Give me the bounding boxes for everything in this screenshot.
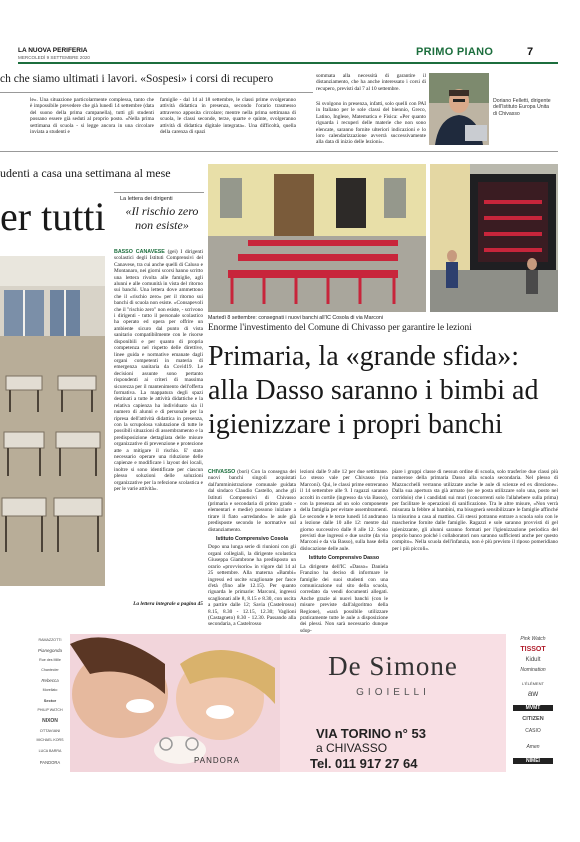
ad-right-logos <box>508 634 558 772</box>
letter-title: «Il rischio zero non esiste» <box>125 204 199 232</box>
top-story-column-b: famiglie - dal 14 al 18 settembre, le classi prime svolgeranno attività didattica in presenza, secondo l'orario trasmesso attraverso apposita circolare; mentre nella prima settimana di scuola, le classi seconde, terze, quarte e quinte, svolgeranno attività di didattica digitale integrata». Una difficoltà, quella della carenza di spazi <box>160 97 296 136</box>
main-story-text: Dopo una lunga serie di riunioni con gli organi collegiali, la dirigente scolastica Giuseppa Giambrone ha predisposto un orario «provvisorio» in vigore dal 14 al 25 settembre. Alla materna «Bambi» ingressi ed uscite scaglionate per fasce d'età (fino alle 12.15). Per quanto riguarda le primarie: Marconi, ingressi scaglionati alle 8, 8.15 e 8.30, con uscita a partire dalle 12; Savia (Castelrosso) 8.15, 8.30 - 12.15, 12.30; Vaglioni (Castagneto) 8.30 - 12.30. Passando alla secondaria, a Castelrosso <box>208 544 296 628</box>
logo: Kidult <box>525 657 541 663</box>
ad-subtitle: GIOIELLI <box>356 687 430 698</box>
portrait-photo <box>429 73 489 145</box>
logo: L'ÉLÉMENT <box>522 681 544 686</box>
main-story-kicker: Enorme l'investimento del Comune di Chivasso per garantire le lezioni <box>208 323 472 333</box>
header-rule <box>18 62 558 64</box>
desks-photo-caption: Martedì 8 settembre: consegnati i nuovi banchi all'IC Cosola di via Marconi <box>208 315 384 321</box>
pandora-logo: PANDORA <box>194 756 240 765</box>
main-story-place: CHIVASSO <box>208 469 236 475</box>
logo: PANDORA <box>39 760 61 765</box>
logo: TISSOT <box>520 646 546 653</box>
top-story-headline: ch che siamo ultimati i lavori. «Sospesi» i corsi di recupero <box>0 73 274 85</box>
logo: Pink Watch <box>520 636 546 642</box>
truck-photo <box>430 164 558 312</box>
desks-photo <box>208 164 426 312</box>
logo: Rue des Mille <box>39 658 61 662</box>
letter-kicker: La lettera dei dirigenti <box>120 196 173 202</box>
top-story-column-a: le». Una situazione particolarmente complessa, tanto che è impossibile prevedere che già lunedì 14 settembre (data del suono della prima campanella), tutti gli studenti possano essere già seduti al proprio posto. «Nella prima settimana di scuola - si legge ancora in una circolare inviata a studenti e <box>30 97 154 136</box>
logo: NIMEI <box>513 758 553 764</box>
left-story-kicker: udenti a casa una settimana al mese <box>0 166 171 180</box>
logo: LUCA BARRA <box>38 749 62 753</box>
page-number: 7 <box>527 46 534 58</box>
main-story-text: (bori) Con la consegna dei nuovi banchi singoli acquistati dall'amministrazione comunale guidata dal sindaco Claudio Castello, anche gli Istituti Comprensivi di Chivasso (primaria e secondaria di primo grado - elementari e medie) possono iniziare a tirare il fiato «arredando» le aule già predisposte secondo le normative sul distanziamento. <box>208 469 296 533</box>
letter-text: (gei) I dirigenti scolastici degli Istituti Comprensivi del Canavese, tra cui anche quelli di Caluso e Montanaro, nei giorni scorsi hanno scritto una lettera rivolta alle famiglie, agli alunni e alle comunità in vista del ritorno sui banchi. Una lettera dove ammettono che il «rischio zero» per il ritorno sui banchi di scuola non esiste. «Consapevoli che il "rischio zero" non esiste, - scrivono i dirigenti - tutto il personale scolastico ha operato ed opera per offrire un ambiente sicuro dal punto di vista sanitario compatibilmente con le risorse disponibili e per quanto di propria competenza nel rispetto delle direttive, linee guida e normative emanate dagli organi competenti in materia di emergenza sanitaria da Covid19. Le decisioni assunte sono pertanto rispondenti ai criteri di massima sicurezza per il mantenimento dell'offerta formativa. La mappatura degli spazi destinati a tutte le attività didattiche e la relativa capienza ha individuato sia il numero di alunni e di personale per la ripresa dell'attività didattica in presenza, con la scrupolosa valutazione di tutte le possibili situazioni di assembramento e la predisposizione dettagliata delle misure organizzative di prevenzione e protezione atte a mitigare il rischio. E' stato necessario operare una riduzione delle capienze e modificare i layout dei locali, inoltre si sono identificate per ciascun plesso soluzioni delle soluzioni organizzative per la refezione scolastica e per le varie attività». <box>114 249 203 493</box>
dateline: MERCOLEDÌ 9 SETTEMBRE 2020 <box>18 55 90 60</box>
ad-photo <box>70 634 280 772</box>
classroom-photo <box>0 256 105 586</box>
main-story-column-2 <box>300 469 388 634</box>
main-story-headline: Primaria, la «grande sfida»: alla Dasso saranno i bimbi ad igienizzare i propri banchi <box>208 341 539 440</box>
logo: RAMAZZOTTI <box>38 638 62 642</box>
main-story-column-3: piare i gruppi classe di nessun ordine di scuola, solo trasferire due classi più numerose della primaria Dasso alla scuola secondaria. Nel plesso di Mazzucchelli verranno utilizzate anche le aule di scienze ed ex direzione». Dalla sua apertura sta già armato (se ne posta utilizzare solo una, posto nel corridoio) che i candidati sui muri (concorrenti solo l'allahebere sulla prima) per facilitare le operazioni di sanificazione. Tra le altre misure, «Non verrà misurata la febbre ai bambini, ma bisognerà sensibilizzare le famiglie affinché la misurino a casa al mattino. Gli stessi potranno entrare a scuola solo con le mascherine fornite dalle famiglie. Ragazzi e sole saranno provvisti di gel igienizzante, gli alunni saranno formati per l'igienizzazione periodica del proprio banco poiché i collaboratori non saranno sufficienti anche per questo compito». Nella scuola dell'infanzia, non è più previsto il riposo pomeridiano per i più piccoli». <box>392 469 558 552</box>
logo: CASIO <box>525 728 541 734</box>
logo: CITIZEN <box>522 716 544 722</box>
logo: Morellato <box>42 688 58 692</box>
masthead: LA NUOVA PERIFERIA <box>18 47 88 54</box>
letter-body <box>114 249 203 492</box>
logo: MVMT <box>513 705 553 711</box>
main-story-text: La dirigente dell'IC «Dasso» Daniela Franzino ha deciso di informare le famiglie dei suoi studenti con una comunicazione sul sito della scuola, corredato da vendi documenti allegati. Anche grazie ai nuovi banchi (con le misure previste dall'algoritmo della Regione), «sarà possibile utilizzare praticamente tutte le aule a disposizione dei plessi. Non sarà necessario dunque sdop- <box>300 563 388 634</box>
logo: Amen <box>526 744 540 750</box>
left-story-headline: er tutti <box>0 196 106 238</box>
divider <box>0 92 313 93</box>
logo: NIXON <box>42 718 58 724</box>
logo: aw <box>527 689 539 698</box>
ad-phone: Tel. 011 917 27 64 <box>310 756 418 771</box>
main-story-column-1 <box>208 469 296 628</box>
logo: Pianegonda <box>37 648 63 653</box>
top-story-column-d: Si svolgono in presenza, infatti, solo quelli con PAI in Italiano per le sole classi del biennio, Greco, Latino, Inglese, Matematica e Fisica: «Per quanto riguarda i recuperi delle materie che non sono elencate, saranno fornite ulteriori indicazioni e lo loro calendarizzazione avverrà successivamente alla data di inizio delle lezioni». <box>316 101 426 146</box>
logo: Sector <box>43 698 57 703</box>
subheading-cosola: Istituto Comprensivo Cosola <box>215 536 289 543</box>
section-title: PRIMO PIANO <box>416 46 494 58</box>
letter-place: BASSO CANAVESE <box>114 249 165 255</box>
divider <box>114 192 204 193</box>
top-story-column-c: sommata alla necessità di garantire il distanziamento, che ha anche interessato i corsi di recupero, previsti dal 7 al 10 settembre. <box>316 73 426 92</box>
logo: Nomination <box>520 667 546 673</box>
portrait-caption: Doriano Felletti, dirigente dell'Istituto Europa Unita di Chivasso <box>493 98 551 117</box>
main-story-text: lezioni dalle 9 alle 12 per due settimane. Lo stesso vale per Chivasso (via Marconi). Qui, le classi prime entreranno il 14 settembre alle 9. I ragazzi saranno accolti in cortile (ingresso da via Basso), con la presenza ad un solo componente della famiglia per evitare assembramenti. Le seconde e le terze lunedì 14 andranno a lezione dalle 10 alle 12: mentre dal giorno successivo dalle 8 alle 12. Sono previsti due ingressi e due uscite (da via Marconi e da via Basso), sulla base della dislocazione delle aule. <box>300 469 388 552</box>
divider <box>0 151 558 152</box>
logo: MICHAEL KORS <box>36 738 64 742</box>
ad-brand: De Simone <box>328 651 458 681</box>
ad-city: a CHIVASSO <box>316 741 388 755</box>
ad-address: VIA TORINO n° 53 <box>316 726 426 741</box>
logo: Rebecca <box>41 678 59 683</box>
letter-continuation: La lettera integrale a pagina 45 <box>133 601 203 607</box>
logo: PHILIP WATCH <box>37 708 63 712</box>
subheading-dasso: Istituto Comprensivo Dasso <box>308 555 380 562</box>
logo: OTTAVIANI <box>39 728 61 733</box>
ad-left-logos <box>30 634 70 772</box>
logo: Chantecler <box>41 668 59 672</box>
